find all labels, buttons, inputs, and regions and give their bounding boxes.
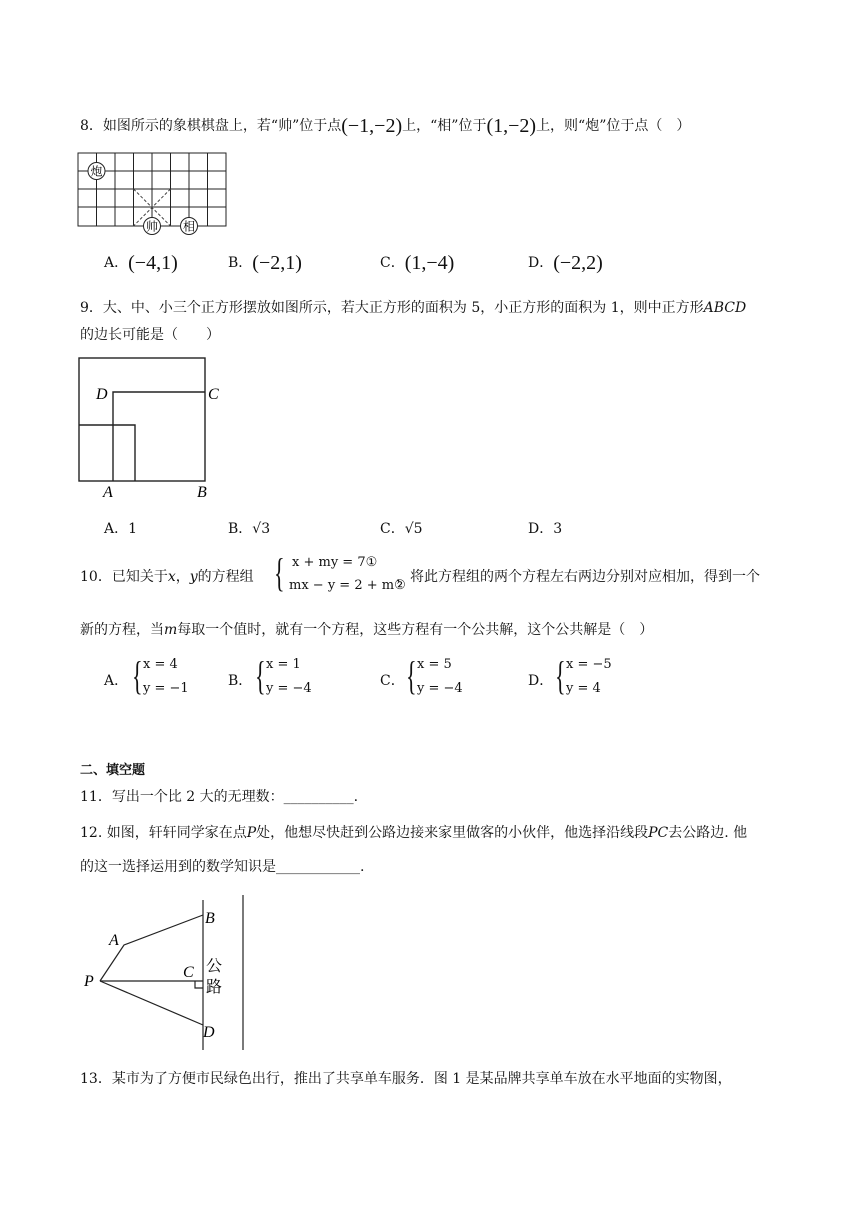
- q10-option-b[interactable]: B．: [228, 673, 253, 689]
- q10-system-brace: {: [274, 550, 285, 595]
- label-d: D: [203, 1024, 215, 1041]
- section-title: 二、填空题: [80, 763, 146, 778]
- q8-option-a[interactable]: A．(−4,1): [104, 252, 178, 274]
- label-a: A: [103, 484, 113, 501]
- label-b: B: [205, 910, 215, 927]
- label-c: C: [183, 964, 194, 981]
- q8-option-b[interactable]: B．(−2,1): [228, 252, 302, 274]
- q10-stem-a: 10．已知关于x，y的方程组: [80, 569, 254, 585]
- label-d: D: [96, 386, 108, 403]
- label-p: P: [84, 973, 94, 990]
- piece-pao: [88, 163, 105, 180]
- q10-option-b-x: x = 1: [266, 657, 301, 672]
- road-label-1: 公: [206, 958, 223, 975]
- q9-option-c[interactable]: C．√5: [380, 521, 423, 537]
- q8-point-shuai: (−1,−2): [341, 115, 403, 137]
- brace-icon: {: [255, 653, 266, 698]
- label-b: B: [197, 484, 207, 501]
- q13-stem: 13．某市为了方便市民绿色出行，推出了共享单车服务．图 1 是某品牌共享单车放在水平地面的实物图，: [80, 1071, 732, 1087]
- piece-xiang: [181, 218, 198, 235]
- label-c: C: [208, 386, 219, 403]
- q10-option-c[interactable]: C．: [380, 673, 405, 689]
- brace-icon: {: [132, 653, 143, 698]
- q10-option-d-y: y = 4: [566, 681, 601, 696]
- q8-option-c[interactable]: C．(1,−4): [380, 252, 455, 274]
- road-label-2: 路: [206, 979, 223, 996]
- segment-pd: [100, 981, 203, 1025]
- label-a: A: [109, 932, 119, 949]
- q9-option-a[interactable]: A．1: [104, 521, 138, 537]
- q10-option-a[interactable]: A．: [104, 673, 129, 689]
- q11-stem: 11．写出一个比 2 大的无理数：__________.: [80, 789, 359, 805]
- large-square: [79, 358, 205, 481]
- q10-option-a-x: x = 4: [143, 657, 178, 672]
- q8-stem: 8．如图所示的象棋棋盘上，若“帅”位于点(−1,−2)上，“相”位于(1,−2)上，则“炮”位于点（ ）: [80, 115, 691, 137]
- squares-figure: [70, 350, 230, 502]
- right-angle-mark: [195, 981, 203, 988]
- q10-eq1: x + my = 7①: [292, 555, 378, 570]
- q10-stem-line2: 新的方程，当m每取一个值时，就有一个方程，这些方程有一个公共解，这个公共解是（ ）: [80, 622, 654, 638]
- q10-option-c-y: y = −4: [417, 681, 463, 696]
- brace-icon: {: [555, 653, 566, 698]
- q12-stem-line2: 的这一选择运用到的数学知识是____________.: [80, 859, 365, 875]
- q9-stem-line1: 9．大、中、小三个正方形摆放如图所示，若大正方形的面积为 5，小正方形的面积为 1，则中正方形ABCD: [80, 300, 747, 316]
- q10-option-d[interactable]: D．: [528, 673, 554, 689]
- q9-stem-line2: 的边长可能是（ ）: [80, 327, 220, 343]
- svg-text:帅: 帅: [145, 219, 159, 234]
- chessboard-figure: [76, 150, 232, 240]
- q10-option-d-x: x = −5: [566, 657, 612, 672]
- piece-shuai: [144, 218, 161, 235]
- q8-point-xiang: (1,−2): [486, 115, 537, 137]
- q9-option-d[interactable]: D．3: [528, 521, 563, 537]
- q9-option-b[interactable]: B．√3: [228, 521, 271, 537]
- small-square: [79, 425, 135, 481]
- q10-stem-c: ，将此方程组的两个方程左右两边分别对应相加，得到一个: [396, 569, 760, 585]
- medium-square: [113, 392, 205, 481]
- q10-option-a-y: y = −1: [143, 681, 189, 696]
- q10-option-b-y: y = −4: [266, 681, 312, 696]
- brace-icon: {: [406, 653, 417, 698]
- svg-text:相: 相: [182, 219, 196, 234]
- q8-option-d[interactable]: D．(−2,2): [528, 252, 603, 274]
- q10-eq2: mx − y = 2 + m②: [289, 578, 406, 593]
- q12-stem-line1: 12. 如图，轩轩同学家在点P处，他想尽快赶到公路边接来家里做客的小伙伴，他选择沿线段PC去公路边. 他: [80, 825, 748, 841]
- svg-text:炮: 炮: [90, 164, 103, 179]
- road-figure: [78, 895, 258, 1055]
- q10-option-c-x: x = 5: [417, 657, 452, 672]
